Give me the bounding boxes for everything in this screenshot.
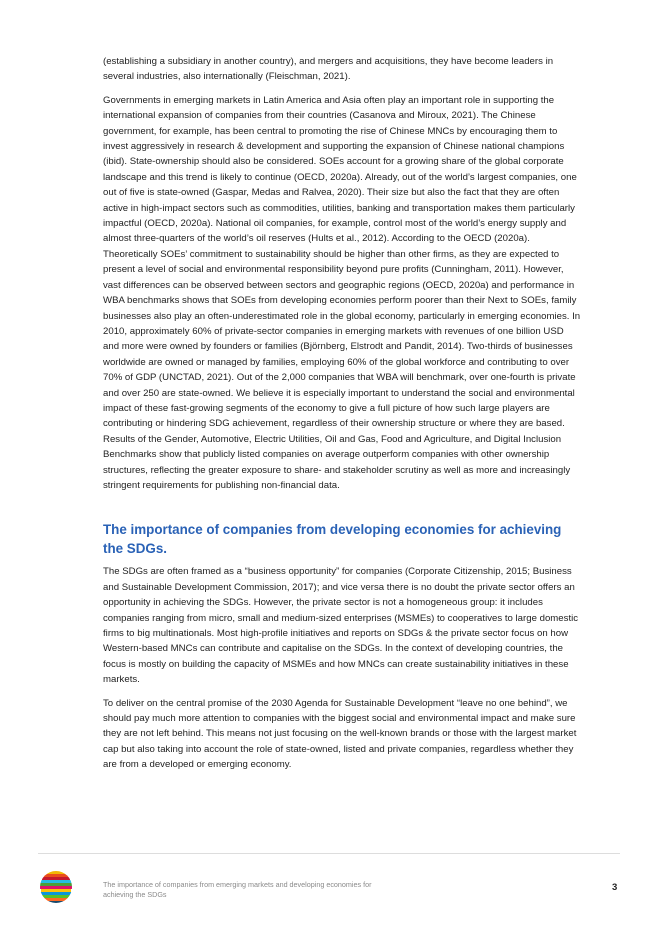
section-heading: The importance of companies from developing economies for achieving the SDGs. — [103, 522, 562, 557]
paragraph-governments-soes: Governments in emerging markets in Latin America and Asia often play an important role in supporting the international expansion of companies from their countries (Casanova and Miroux, 2021). The Chinese government, for example, has been central to promoting the rise of Chinese MNCs by encouraging them to invest aggressively in research & development and supporting the expansion of Chinese national champions (ibid). State-ownership should also be considered. SOEs account for a growing share of the global corporate landscape and this trend is likely to continue (OECD, 2020a). Already, out of the world’s largest companies, one out of five is state-owned (Gaspar, Medas and Ralvea, 2020). Their size but also the fact that they are often active in high-impact sectors such as commodities, utilities, banking and transportation makes them particularly impactful (OECD, 2020a). National oil companies, for example, control most of the world’s energy supply and almost three-quarters of the world’s oil reserves (Hults et al., 2012). According to the OECD (2020a). Theoretically SOEs’ commitment to sustainability should be higher than other firms, as they are expected to present a level of social and environmental responsibility beyond pure profits (Cunningham, 2011). However, vast differences can be observed between sectors and geographic regions (OECD, 2020a) and performance in WBA benchmarks shows that SOEs from developing economies perform poorer than their Next to SOEs, family businesses also play an often-underestimated role in the global economy, particularly in emerging economies. In 2010, approximately 60% of private-sector companies in emerging markets with revenues of one billion USD and more were owned by founders or families (Björnberg, Elstrodt and Pandit, 2014). Two-thirds of businesses worldwide are owned or managed by families, employing 60% of the global workforce and contributing to over 70% of GDP (UNCTAD, 2021). Out of the 2,000 companies that WBA will benchmark, over one-fourth is private and over 250 are state-owned. We believe it is especially important to understand the social and environmental impact of these fast-growing segments of the economy to give a full picture of how such large players are contributing or hindering SDG achievement, regardless of their ownership structure or where they are based. Results of the Gender, Automotive, Electric Utilities, Oil and Gas, Food and Agriculture, and Digital Inclusion Benchmarks show that publicly listed companies on average outperform companies with other ownership structures, reflecting the greater exposure to share- and stakeholder scrutiny as well as more and increasingly stringent requirements for publishing non-financial data. — [103, 94, 581, 491]
paragraph-sdgs-business: The SDGs are often framed as a “business opportunity” for companies (Corporate Citizenship, 2015; Business and Sustainable Development Commission, 2017); and vice versa there is no doubt the private sector offers an opportunity in achieving the SDGs. However, the private sector is not a homogeneous group: it includes companies ranging from micro, small and medium-sized enterprises (MSMEs) to cooperatives to large domestic firms to big multinationals. Most high-profile initiatives and reports on SDGs & the private sector focus on how Western-based MNCs can contribute and capitalise on the SDGs. In the context of developing countries, the focus is mostly on building the capacity of MSMEs and how MNCs can create sustainability initiatives in these markets. — [103, 566, 579, 686]
paragraph-intro-continuation: (establishing a subsidiary in another country), and mergers and acquisitions, they have become leaders in several industries, also internationally (Fleischman, 2021). — [103, 56, 554, 83]
paragraph-leave-no-one-behind: To deliver on the central promise of the 2030 Agenda for Sustainable Development “leave no one behind”, we should pay much more attention to companies with the biggest social and environmental impact and make sure they are not left behind. This means not just focusing on the well-known brands or those with the largest market cap but also taking into account the role of state-owned, listed and private companies, regardless whether they are from a developed or emerging economy. — [103, 697, 577, 771]
page-body — [103, 54, 581, 781]
page-number: 3 — [612, 882, 618, 893]
footer-divider — [38, 853, 620, 854]
footer-document-title: The importance of companies from emerging markets and developing economies for achieving the SDGs — [103, 880, 372, 899]
wba-striped-globe-icon — [38, 869, 74, 905]
